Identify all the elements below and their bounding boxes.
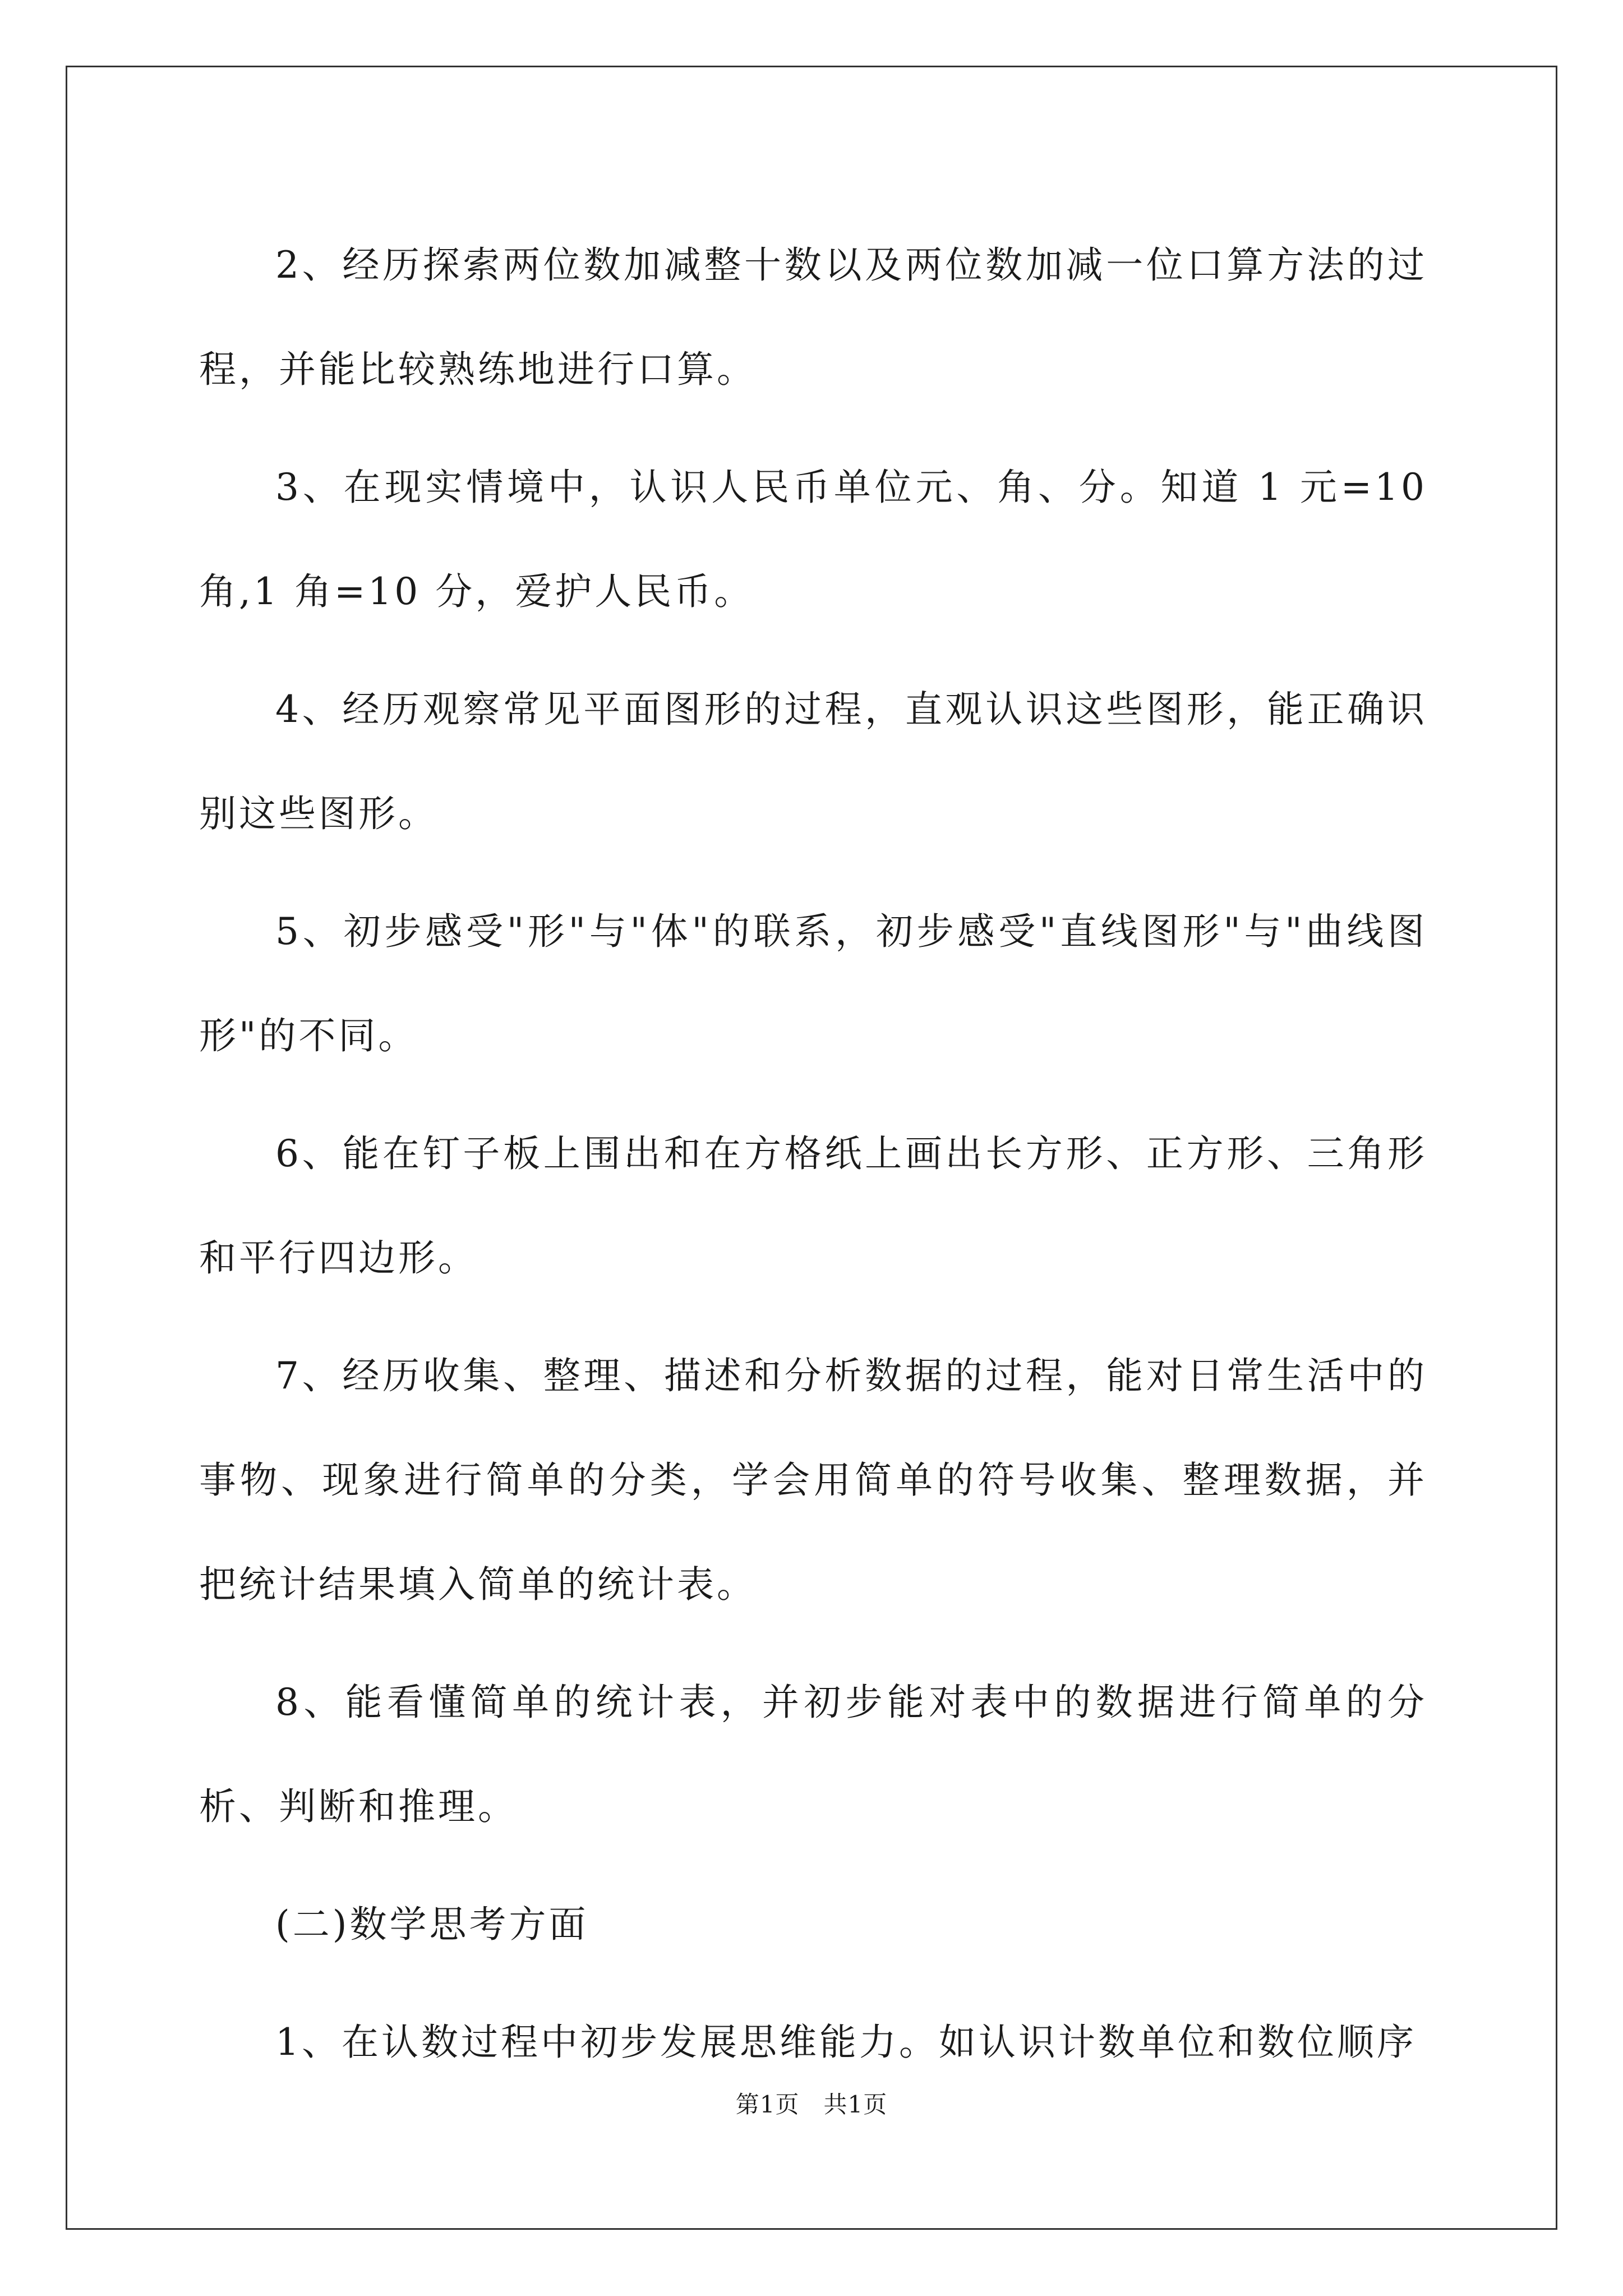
paragraph-4-plane-figures: 4、经历观察常见平面图形的过程，直观认识这些图形，能正确识别这些图形。: [199, 688, 1427, 835]
paragraph-3-currency: 3、在现实情境中，认识人民币单位元、角、分。知道 1 元=10 角,1 角=10 分，爱护人民币。: [199, 466, 1442, 613]
document-body: [199, 213, 1442, 2095]
paragraph-8-statistics-table: 8、能看懂简单的统计表，并初步能对表中的数据进行简单的分析、判断和推理。: [199, 1681, 1427, 1828]
paragraph-6-geoboard: 6、能在钉子板上围出和在方格纸上画出长方形、正方形、三角形和平行四边形。: [199, 1132, 1427, 1280]
page-footer: 第1页 共1页: [735, 2091, 888, 2118]
paragraph-1-number-recognition: 1、在认数过程中初步发展思维能力。如认识计数单位和数位顺序: [275, 2021, 1417, 2064]
paragraph-2-oral-calculation: 2、经历探索两位数加减整十数以及两位数加减一位口算方法的过程，并能比较熟练地进行口算。: [199, 243, 1427, 391]
paragraph-7-data-collection: 7、经历收集、整理、描述和分析数据的过程，能对日常生活中的事物、现象进行简单的分类，学会用简单的符号收集、整理数据，并把统计结果填入简单的统计表。: [199, 1354, 1427, 1606]
section-heading-math-thinking: (二)数学思考方面: [275, 1903, 589, 1946]
paragraph-5-shape-and-solid: 5、初步感受"形"与"体"的联系，初步感受"直线图形"与"曲线图形"的不同。: [199, 910, 1427, 1057]
